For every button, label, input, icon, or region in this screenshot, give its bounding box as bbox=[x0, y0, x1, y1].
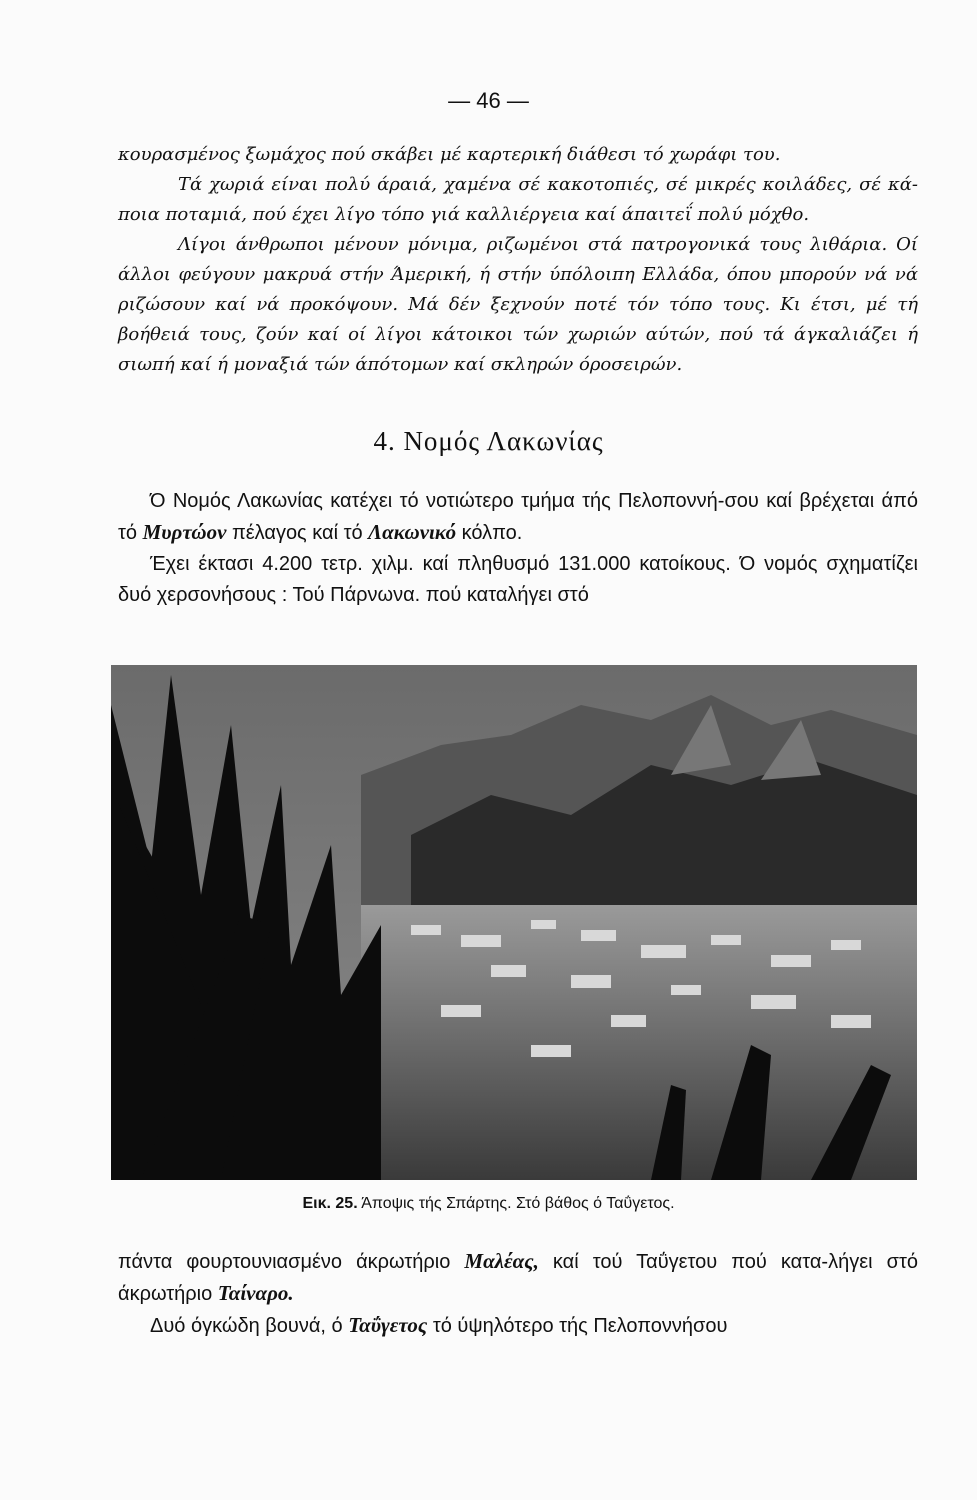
paragraph-location-b: πέλαγος καί τό bbox=[226, 522, 369, 544]
intro-paragraph-emigration: Λίγοι άνθρωποι μένουν μόνιμα, ριζωμένοι στά πατρογονικά τους λιθάρια. Οί άλλοι φεύγουν μακρυά στήν Άμερική, ή στήν ύπόλοιπη Ελλάδα, όπου μπορούν νά νά ριζώσουν καί νά προκόψουν. Μά δέν ξεχνούν ποτέ τόν τόπο τους. Κι έτσι, μέ τή βοήθειά τους, ζούν καί οί λίγοι κάτοικοι τών χωριών αύτών, πού τά άγκαλιάζει ή σιωπή καί ή μοναξιά τών άπότομων καί σκληρών όροσειρών. bbox=[118, 234, 918, 375]
paragraph-mountains-b: τό ύψηλότερο τής Πελοποννήσου bbox=[427, 1315, 728, 1337]
page-number: — 46 — bbox=[448, 88, 529, 113]
paragraph-capes-a: πάντα φουρτουνιασμένο άκρωτήριο bbox=[118, 1251, 465, 1273]
body-top bbox=[118, 486, 918, 611]
intro-line-1: κουρασμένος ξωμάχος πού σκάβει μέ καρτερική διάθεσι τό χωράφι του. bbox=[118, 144, 781, 165]
mount-taygetos: Ταΰγετος bbox=[348, 1313, 428, 1337]
paragraph-area: Έχει έκτασι 4.200 τετρ. χιλμ. καί πληθυσμό 131.000 κατοίκους. Ό νομός σχηματίζει δυό χερσονήσους : Τού Πάρνωνα. πού καταλήγει στό bbox=[118, 553, 918, 606]
paragraph-location-c: κόλπο. bbox=[456, 522, 523, 544]
figure-caption-text: Άποψις τής Σπάρτης. Στό βάθος ό Ταΰγετος. bbox=[361, 1195, 675, 1212]
cape-tainaro: Ταίναρο. bbox=[217, 1281, 294, 1305]
intro-text bbox=[118, 140, 918, 380]
sparta-photo bbox=[111, 665, 917, 1180]
intro-paragraph-villages: Τά χωριά είναι πολύ άραιά, χαμένα σέ κακοτοπιές, σέ μικρές κοιλάδες, σέ κά-ποια ποταμιά, πού έχει λίγο τόπο γιά καλλιέργεια καί άπαιτεΐ πολύ μόχθο. bbox=[118, 174, 918, 225]
paragraph-capes-b: καί τού Ταΰγετου πού κατα-λήγει στό άκρωτήριο bbox=[118, 1251, 918, 1305]
sparta-photo-illustration bbox=[111, 665, 917, 1180]
figure-label: Εικ. 25. bbox=[302, 1195, 358, 1212]
gulf-name: Λακωνικό bbox=[368, 520, 457, 544]
paragraph-capes bbox=[118, 1246, 918, 1310]
section-title: 4. Νομός Λακωνίας bbox=[373, 426, 604, 456]
paragraph-mountains bbox=[118, 1310, 918, 1342]
body-bottom bbox=[118, 1246, 918, 1342]
paragraph-mountains-a: Δυό όγκώδη βουνά, ό bbox=[150, 1315, 349, 1337]
figure-caption bbox=[0, 1195, 977, 1213]
sea-name: Μυρτώον bbox=[142, 520, 227, 544]
cape-malea: Μαλέας, bbox=[464, 1249, 539, 1273]
paragraph-location bbox=[118, 486, 918, 549]
paragraph-location-a: Ό Νομός Λακωνίας κατέχει τό νοτιώτερο τμήμα τής Πελοποννή-σου καί βρέχεται άπό τό bbox=[118, 490, 918, 544]
